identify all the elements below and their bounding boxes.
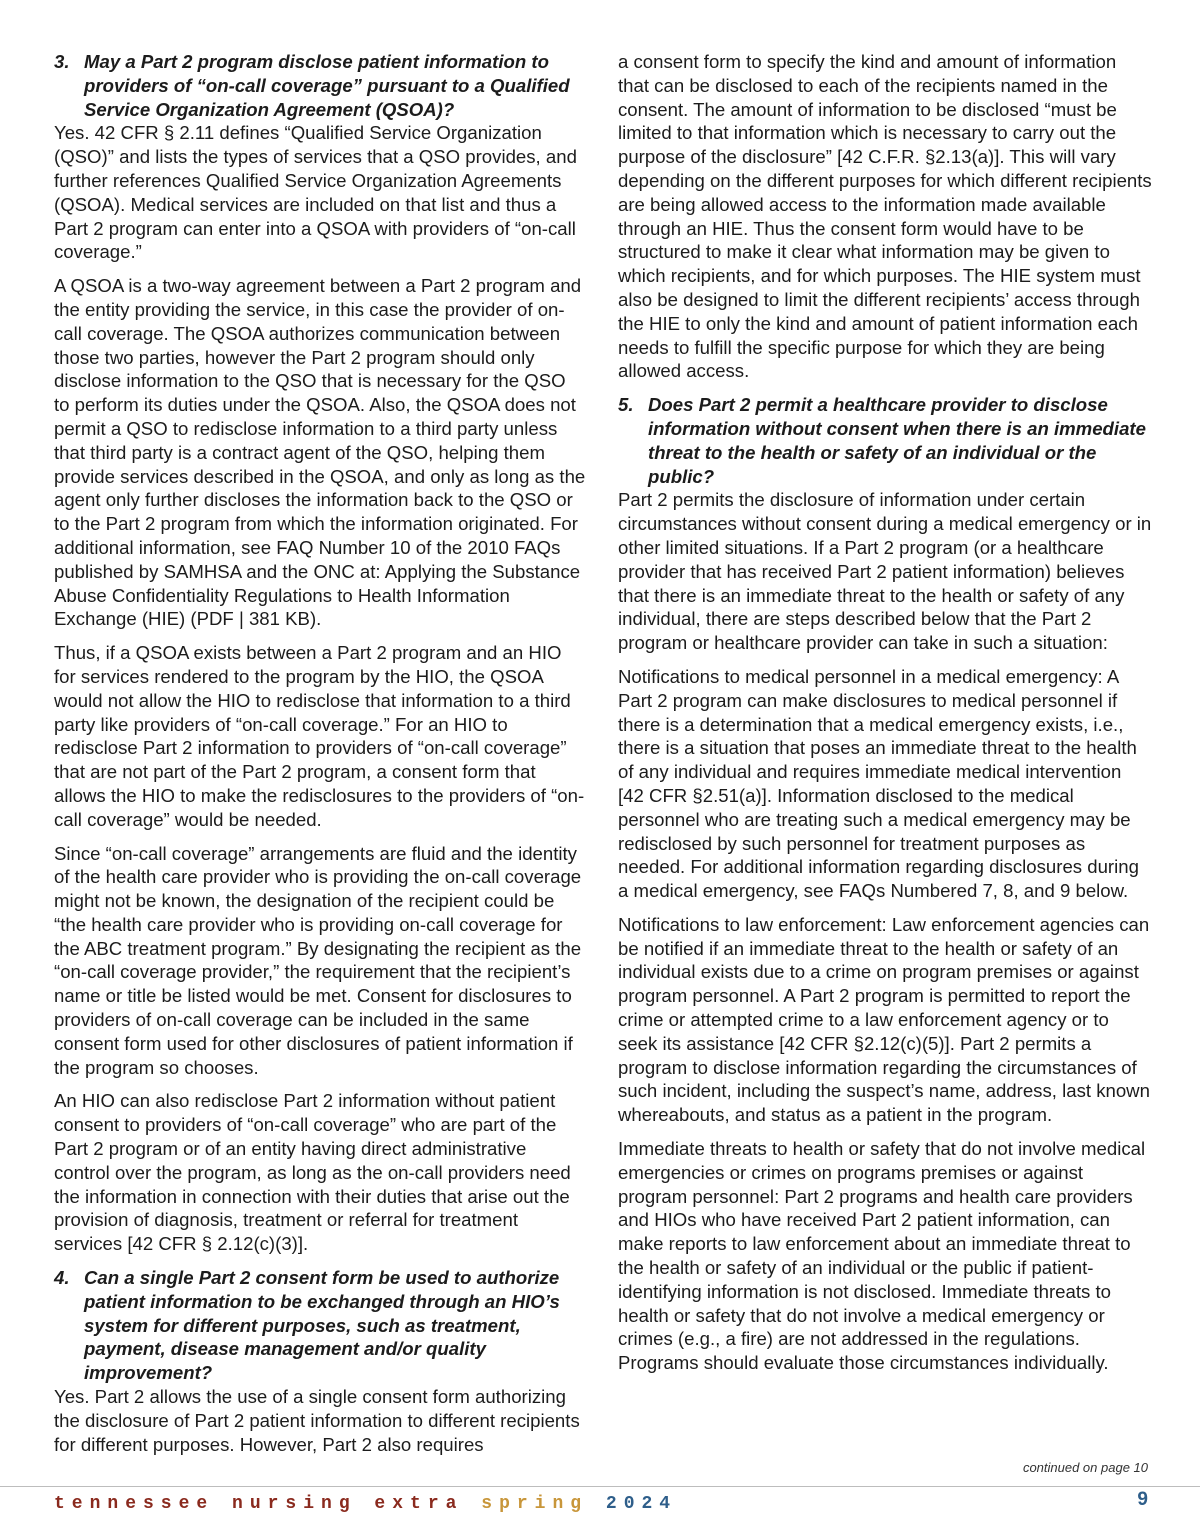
paragraph: A QSOA is a two-way agreement between a Part 2 program and the entity providing the service, in this case the provider of on-call coverage. The QSOA authorizes communication between those two parties, however the Part 2 program should only disclose information to the QSO that is necessary for the QSO to perform its duties under the QSOA. Also, the QSOA does not permit a QSO to redisclose information to a third party unless that third party is a contract agent of the QSO, helping them provide services described in the QSOA, and only as long as the agent only further discloses the information back to the QSO or to the Part 2 program from which the information originated. For additional information, see FAQ Number 10 of the 2010 FAQs published by SAMHSA and the ONC at: Applying the Substance Abuse Confidentiality Regulations to Health Information Exchange (HIE) (PDF | 381 KB). [54, 275, 586, 630]
question-5 [618, 393, 1152, 488]
question-number: 3. [54, 51, 70, 72]
paragraph: Yes. 42 CFR § 2.11 defines “Qualified Service Organization (QSO)” and lists the types of services that a QSO provides, and further references Qualified Service Organization Agreements (QSOA). Medical services are included on that list and thus a Part 2 program can enter into a QSOA with providers of “on-call coverage.” [54, 122, 577, 263]
paragraph: Immediate threats to health or safety that do not involve medical emergencies or crimes on programs premises or against program personnel: Part 2 programs and health care providers and HIOs who have received Part 2 patient information, can make reports to law enforcement about an immediate threat to the health or safety of an individual or the public if patient-identifying information is not disclosed. Immediate threats to health or safety that do not involve a medical emergency or crimes (e.g., a fire) are not addressed in the regulations. Programs should evaluate those circumstances individually. [618, 1138, 1146, 1374]
question-text: May a Part 2 program disclose patient information to providers of “on-call coverage” pursuant to a Qualified Service Organization Agreement (QSOA)? [84, 51, 570, 120]
question-text: Does Part 2 permit a healthcare provider to disclose information without consent when there is an immediate threat to the health or safety of an individual or the public? [648, 394, 1146, 487]
paragraph: Thus, if a QSOA exists between a Part 2 program and an HIO for services rendered to the program by the HIO, the QSOA would not allow the HIO to redisclose that information to a third party like providers of “on-call coverage.” For an HIO to redisclose Part 2 information to providers of “on-call coverage” that are not part of the Part 2 program, a consent form that allows the HIO to make the redisclosures to the providers of “on-call coverage” would be needed. [54, 642, 585, 830]
left-column [54, 50, 586, 1466]
footer-title: tennessee nursing extra [54, 1494, 464, 1514]
right-column [618, 50, 1152, 1385]
question-text: Can a single Part 2 consent form be used to authorize patient information to be exchanged through an HIO’s system for different purposes, such as treatment, payment, disease management and/or quality improvement? [84, 1267, 560, 1384]
footer-year: 2024 [605, 1494, 678, 1514]
paragraph: Notifications to medical personnel in a medical emergency: A Part 2 program can make disclosures to medical personnel if there is a determination that a medical emergency exists, i.e., there is a situation that poses an immediate threat to the health of any individual and requires immediate medical intervention [42 CFR §2.51(a)]. Information disclosed to the medical personnel who are treating such a medical emergency may be redisclosed by such personnel for treatment purposes as needed. For additional information regarding disclosures during a medical emergency, see FAQs Numbered 7, 8, and 9 below. [618, 665, 1139, 902]
paragraph: Yes. Part 2 allows the use of a single consent form authorizing the disclosure of Part 2 patient information to different recipients for different purposes. However, Part 2 also requires [54, 1386, 580, 1455]
paragraph: Part 2 permits the disclosure of information under certain circumstances without consent during a medical emergency or in other limited situations. If a Part 2 program (or a healthcare provider that has received Part 2 patient information) believes that there is an immediate threat to the health or safety of any individual, there are steps described below that the Part 2 program or healthcare provider can take in such a situation: [618, 489, 1152, 654]
question-4 [54, 1266, 586, 1385]
paragraph: Notifications to law enforcement: Law enforcement agencies can be notified if an immediate threat to the health or safety of an individual exists due to a crime on program premises or against program personnel. A Part 2 program is permitted to report the crime or attempted crime to a law enforcement agency or to seek its assistance [42 CFR §2.12(c)(5)]. Part 2 permits a program to disclose information regarding the circumstances of such incident, including the suspect’s name, address, last known whereabouts, and status as a patient in the program. [618, 913, 1150, 1126]
footer-season: spring [481, 1494, 589, 1514]
page-number: 9 [1137, 1489, 1148, 1510]
paragraph: An HIO can also redisclose Part 2 information without patient consent to providers of “on-call coverage” who are part of the Part 2 program or of an entity having direct administrative control over the program, as long as the on-call providers need the information in connection with their duties that arise out the provision of diagnosis, treatment or referral for treatment services [42 CFR § 2.12(c)(3)]. [54, 1090, 571, 1255]
footer-masthead [54, 1494, 677, 1514]
paragraph: a consent form to specify the kind and amount of information that can be disclosed to each of the recipients named in the consent. The amount of information to be disclosed “must be limited to that information which is necessary to carry out the purpose of the disclosure” [42 C.F.R. §2.13(a)]. This will vary depending on the different purposes for which different recipients are being allowed access to the information made available through an HIE. Thus the consent form would have to be structured to make it clear what information may be given to which recipients, and for which purposes. The HIE system must also be designed to limit the different recipients’ access through the HIE to only the kind and amount of patient information each needs to fulfill the specific purpose for which they are being allowed access. [618, 51, 1152, 382]
question-3 [54, 50, 586, 121]
question-number: 4. [54, 1267, 70, 1289]
question-number: 5. [618, 394, 634, 416]
continued-note: continued on page 10 [1022, 1460, 1148, 1475]
footer-divider [0, 1486, 1200, 1487]
paragraph: Since “on-call coverage” arrangements are fluid and the identity of the health care provider who is providing the on-call coverage might not be known, the designation of the recipient could be “the health care provider who is providing on-call coverage for the ABC treatment program.” By designating the recipient as the “on-call coverage provider,” the requirement that the recipient’s name or title be listed would be met. Consent for disclosures to providers of on-call coverage can be included in the same consent form used for other disclosures of patient information if the program so chooses. [54, 842, 582, 1078]
